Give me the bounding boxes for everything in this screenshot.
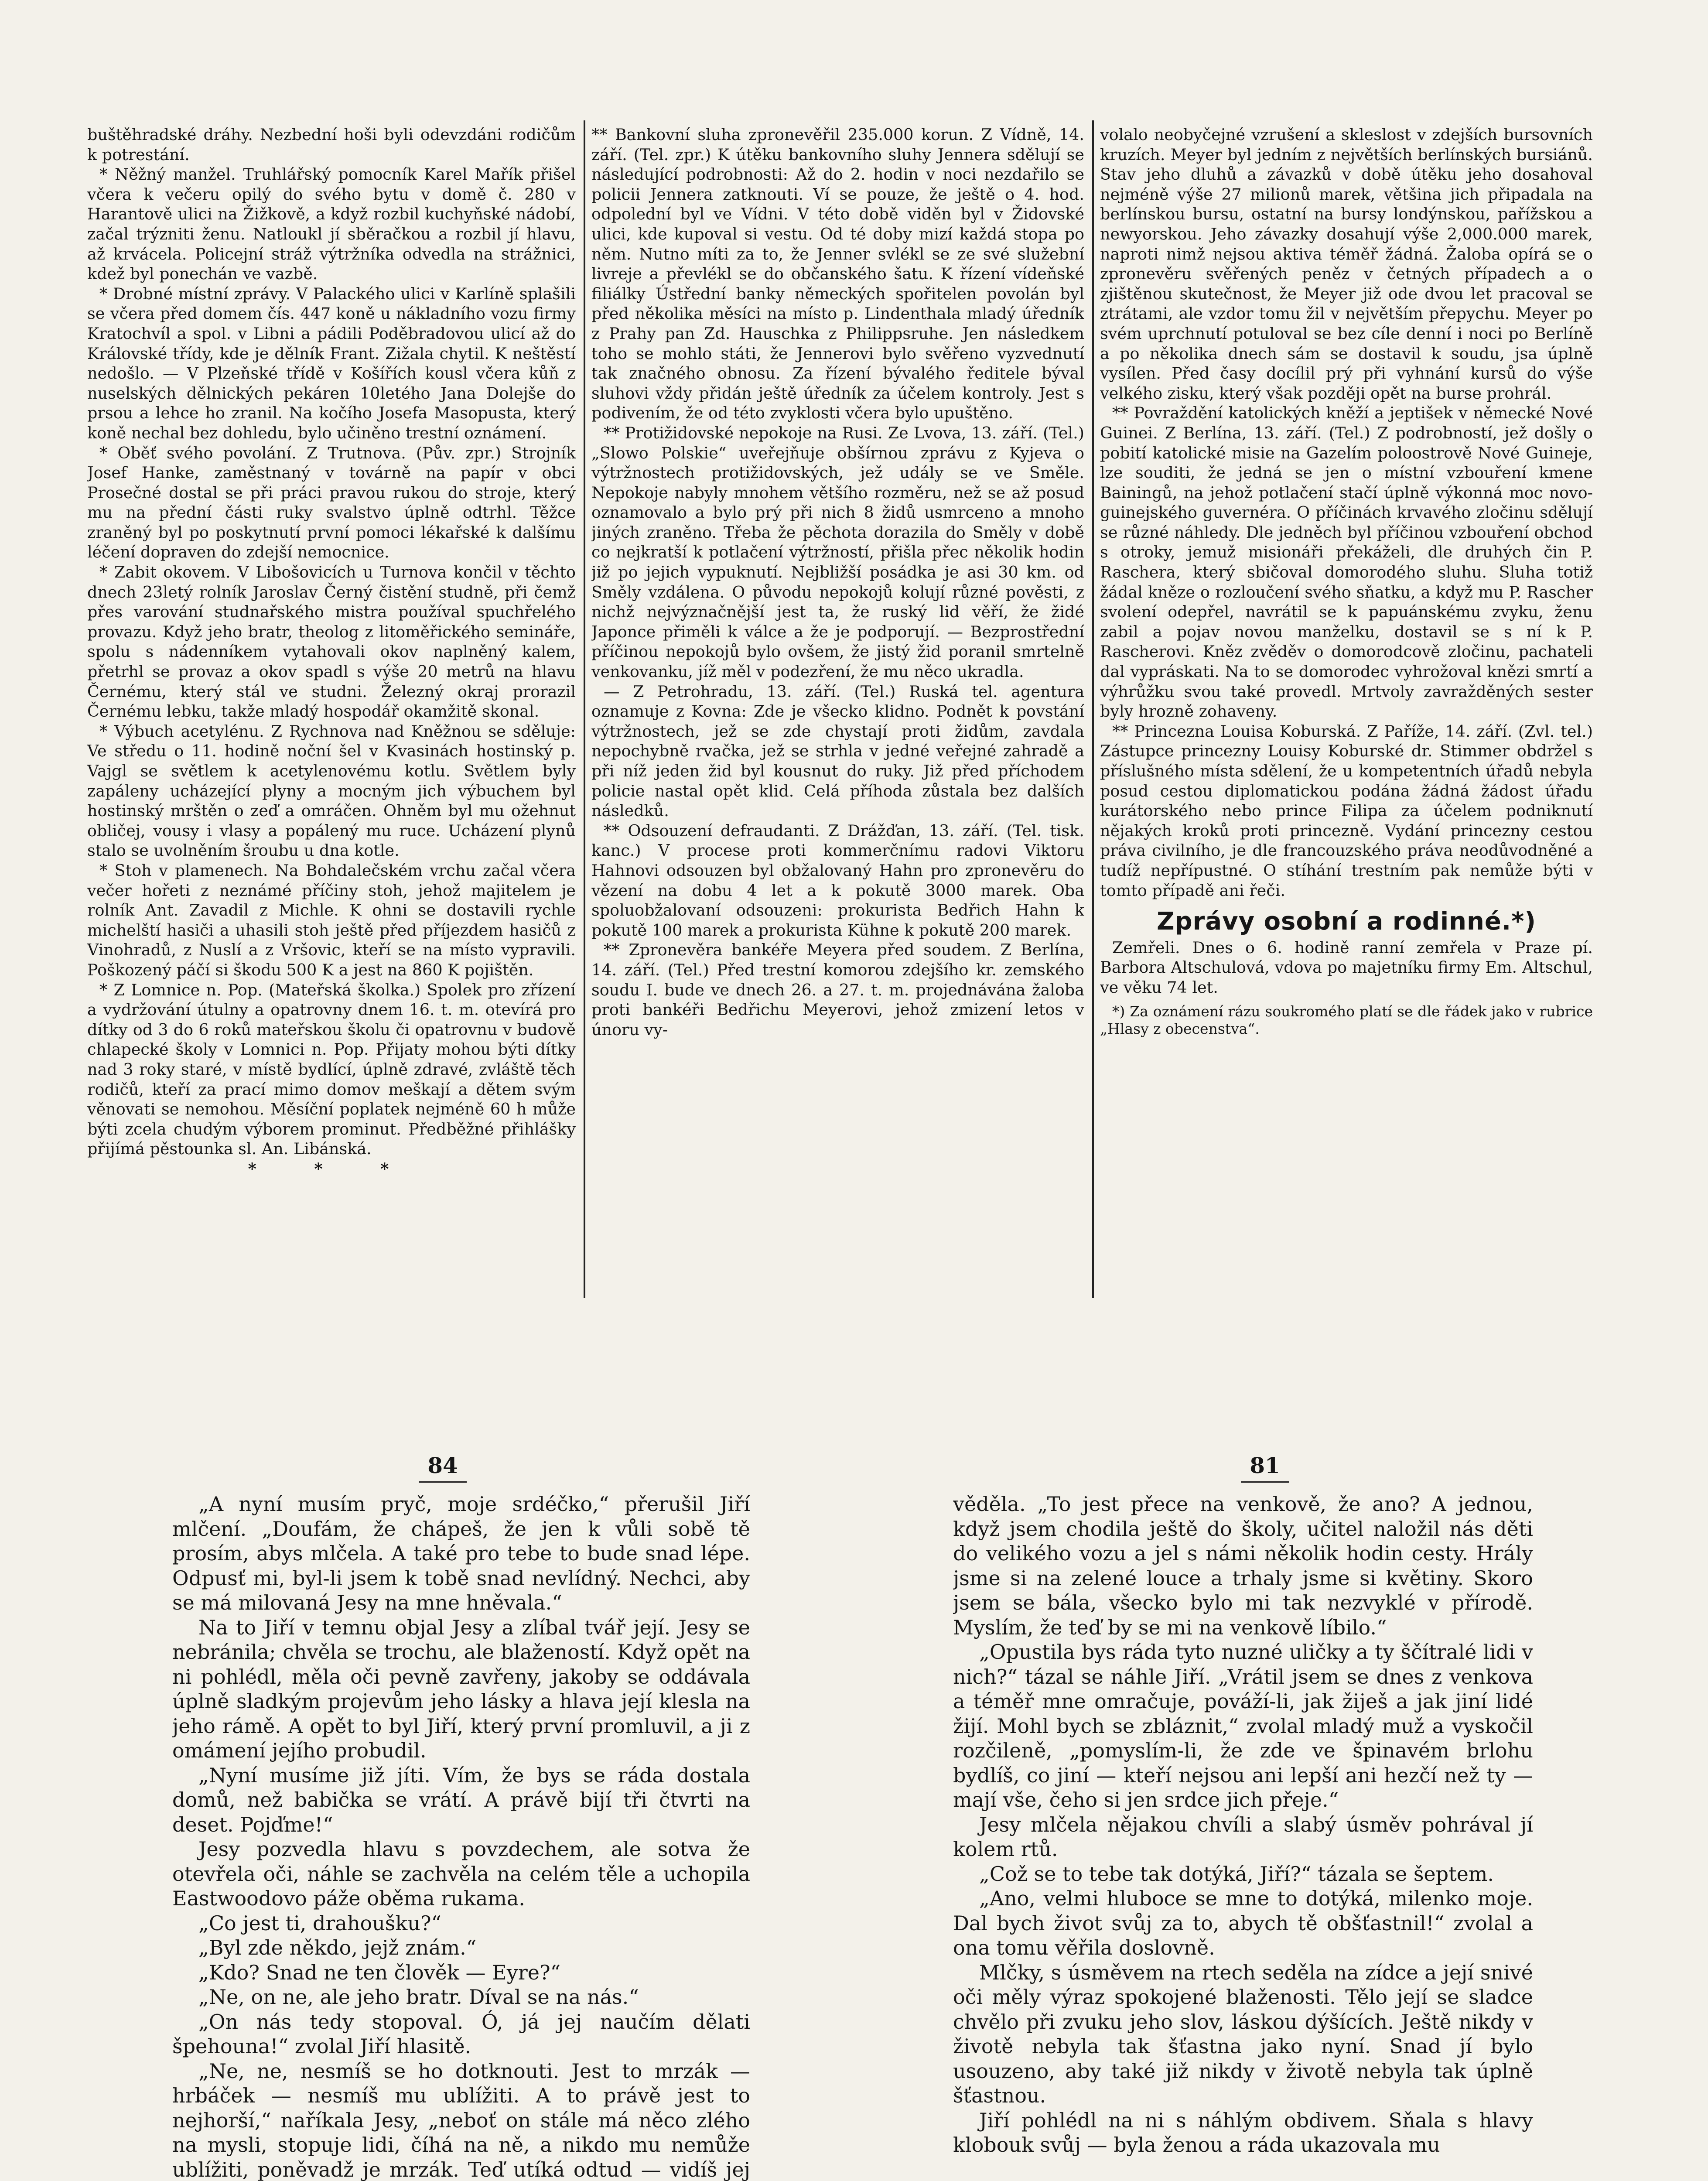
news-item: ** Odsouzení defraudanti. Z Drážďan, 13. září. (Tel. tisk. kanc.) V procese proti kommerčnímu radovi Viktoru Hahnovi odsouzen byl obžalovaný Hahn pro zpronevěru do vězení na dobu 4 let a k pokutě 3000 marek. Oba spoluobžalovaní odsouzeni: prokurista Bedřich Hahn k pokutě 100 marek a prokurista Kühne k pokutě 200 marek.: [591, 821, 1084, 940]
novel-paragraph: „Opustila bys ráda tyto nuzné uličky a ty ščítralé lidi v nich?“ tázal se náhle Jiří. „Vrátil jsem se dnes z venkova a téměř mne omračuje, pováží-li, jak žiješ a jak jiní lidé žijí. Mohl bych se zbláznit,“ zvolal mladý muž a vyskočil rozčileně, „pomyslím-li, že zde ve špinavém brlohu bydlíš, co jiní — kteří nejsou ani lepší ani hezčí než ty — mají vše, čeho si jen srdce jich přeje.“: [953, 1640, 1533, 1812]
news-item: buštěhradské dráhy. Nezbední hoši byli odevzdáni rodičům k potrestání.: [87, 125, 576, 164]
news-item: ** Princezna Louisa Koburská. Z Paříže, 14. září. (Zvl. tel.) Zástupce princezny Louisy Koburské dr. Stimmer obdržel s příslušného místa sdělení, že u kompetentních úřadů nebyla posud cestou diplomatickou podána žádná žádost úřadu kurátorského nebo prince Filipa za účelem podniknutí nějakých kroků proti princezně. Vydání princezny cestou práva civilního, je dle francouzského práva neodůvodněné a tudíž nepřípustné. O stíhání trestním pak nemůže býti v tomto případě ani řeči.: [1100, 721, 1593, 900]
news-item: * Výbuch acetylénu. Z Rychnova nad Kněžnou se sděluje: Ve středu o 11. hodině noční šel v Kvasinách hostinský p. Vajgl se světlem k acetylenovému kotlu. Světlem byly zapáleny ucházející plyny a mocným jich výbuchem byl hostinský mrštěn o zeď a omráčen. Ohněm byl mu ožehnut obličej, vousy i vlasy a popálený mu ruce. Ucházení plynů stalo se uvolněním šroubu u dna kotle.: [87, 721, 576, 860]
news-item: * Z Lomnice n. Pop. (Mateřská školka.) Spolek pro zřízení a vydržování útulny a opatrovny dnem 16. t. m. otevírá pro dítky od 3 do 6 roků mateřskou školu či opatrovnu v budově chlapecké školy v Lomnici n. Pop. Přijaty mohou býti dítky nad 3 roky staré, v místě bydlící, úplně zdravé, zvláště těch rodičů, kteří za prací mimo domov meškají a dětem svým věnovati se nemohou. Měsíční poplatek nejméně 60 h může býti zcela chudým výborem prominut. Předběžné přihlášky přijímá pěstounka sl. An. Libánská.: [87, 980, 576, 1159]
left-page-number: 84: [427, 1453, 458, 1478]
novel-paragraph: „Což se to tebe tak dotýká, Jiří?“ tázala se šeptem.: [979, 1862, 1494, 1886]
novel-paragraph: věděla. „To jest přece na venkově, že ano? A jednou, když jsem chodila ještě do školy, učitel naložil nás děti do velikého vozu a jel s námi několik hodin cesty. Hrály jsme si na zelené louce a trhaly jsme si květiny. Skoro jsem se bála, všecko bylo mi tak nezvyklé v přírodě. Myslím, že teď by se mi na venkově líbilo.“: [953, 1492, 1533, 1639]
news-item: * Zabit okovem. V Libošovicích u Turnova končil v těchto dnech 23letý rolník Jaroslav Černý čistění studně, při čemž přes varování studnařského mistra používal spuchřelého provazu. Když jeho bratr, theolog z litoměřického semináře, spolu s nádenníkem vytahovali okov naplněný kalem, přetrhl se provaz a okov spadl s výše 20 metrů na hlavu Černému, který stál ve studni. Železný okraj prorazil Černému lebku, takže mladý hospodář okamžitě skonal.: [87, 563, 576, 721]
novel-paragraph: Jesy pozvedla hlavu s povzdechem, ale sotva že otevřela oči, náhle se zachvěla na celém těle a uchopila Eastwoodovo páže oběma rukama.: [172, 1837, 750, 1910]
news-column-1: [87, 125, 576, 1276]
novel-paragraph: „Byl zde někdo, jejž znám.“: [198, 1936, 477, 1959]
news-item: ** Bankovní sluha zpronevěřil 235.000 korun. Z Vídně, 14. září. (Tel. zpr.) K útěku bankovního sluhy Jennera sdělují se následující podrobnosti: Až do 2. hodin v noci nezdařilo se policii Jennera zatknouti. Ví se pouze, že ještě o 4. hod. odpolední byl ve Vídni. V této době viděn byl v Židovské ulici, kde kupoval si vestu. Od té doby mizí každá stopa po něm. Nutno míti za to, že Jenner svlékl se ze své služební livreje a převlékl se do občanského šatu. K řízení vídeňské filiálky Ústřední banky německých spořitelen povolán byl před několika měsíci na místo p. Lindenthala mladý úředník z Prahy pan Zd. Hauschka z Philippsruhe. Jen následkem toho se mohlo státi, že Jennerovi bylo svěřeno vyzvednutí tak značného obnosu. Za řízení bývalého ředitele býval sluhovi vždy přidán ještě úředník za účelem kontroly. Jest s podivením, že od této zvyklosti včera bylo upuštěno.: [591, 125, 1084, 423]
novel-paragraph: „Ano, velmi hluboce se mne to dotýká, milenko moje. Dal bych život svůj za to, abych tě obšťastnil!“ zvolal a ona tomu věřila doslovně.: [953, 1887, 1533, 1959]
section-heading: Zprávy osobní a rodinné.*): [1156, 907, 1537, 936]
novel-paragraph: „A nyní musím pryč, moje srdéčko,“ přerušil Jiří mlčení. „Doufám, že chápeš, že jen k vůli sobě tě prosím, abys mlčela. A také pro tebe to bude snad lépe. Odpusť mi, byl-li jsem k tobě snad nevlídný. Nechci, aby se má milovaná Jesy na mne hněvala.“: [172, 1492, 750, 1614]
novel-paragraph: Mlčky, s úsměvem na rtech seděla na zídce a její snivé oči měly výraz spokojené blaženosti. Tělo její se sladce chvělo při zvuku jeho slov, láskou dýšících. Ještě nikdy v životě nebyla tak šťastna jako nyní. Snad jí bylo usouzeno, aby také již nikdy v životě nebyla tak úplně šťastnou.: [953, 1960, 1533, 2107]
novel-paragraph: „On nás tedy stopoval. Ó, já jej naučím dělati špehouna!“ zvolal Jiří hlasitě.: [172, 2010, 750, 2058]
novel-paragraph: „Kdo? Snad ne ten člověk — Eyre?“: [198, 1960, 561, 1984]
column-divider: [584, 120, 585, 1298]
news-item: ** Zpronevěra bankéře Meyera před soudem. Z Berlína, 14. září. (Tel.) Před trestní komorou zdejšího kr. zemského soudu I. bude ve dnech 26. a 27. t. m. projednávána žaloba proti bankéři Bedřichu Meyerovi, jehož zmizení letos v únoru vy-: [591, 940, 1084, 1039]
novel-paragraph: „Nyní musíme již jíti. Vím, že bys se ráda dostala domů, než babička se vrátí. A právě bijí tři čtvrti na deset. Pojďme!“: [172, 1763, 750, 1836]
novel-paragraph: Jiří pohlédl na ni s náhlým obdivem. Sňala s hlavy klobouk svůj — byla ženou a ráda ukazovala mu: [953, 2108, 1533, 2157]
novel-paragraph: „Co jest ti, drahoušku?“: [198, 1911, 442, 1935]
news-item: * Něžný manžel. Truhlářský pomocník Karel Mařík přišel včera k večeru opilý do svého bytu v domě č. 280 v Harantově ulici na Žižkově, a když rozbil kuchyňské nádobí, začal trýzniti ženu. Natloukl jí sběračkou a rozbil jí hlavu, až krvácela. Policejní stráž výtržníka odvedla na strážnici, kdež byl ponechán ve vazbě.: [87, 165, 576, 284]
page-number-rule: [1241, 1481, 1289, 1483]
news-item: ** Povraždění katolických kněží a jeptišek v německé Nové Guinei. Z Berlína, 13. září. (Tel.) Z podrobností, jež došly o pobití katolické misie na Gazelím poloostrově Nové Guineje, lze souditi, že jedná se jen o místní vzbouření kmene Bainingů, na jehož potlačení stačí úplně výkonná moc novo-guinejského guvernéra. O příčinách krvavého zločinu sdělují se různé náhledy. Dle jedněch byl příčinou vzbouření obchod s otroky, jemuž misionáři překáželi, dle druhých čin P. Raschera, který sbičoval domorodého sluhu. Sluha totiž žádal kněze o rozloučení svého sňatku, a když mu P. Rascher svolení odepřel, navrátil se k papuánskému zvyku, ženu zabil a pojav novou manželku, dostavil se s ní k P. Rascherovi. Kněz zvěděv o domorodcově zločinu, pachateli dal vypráskati. Na to se domorodec vyhrožoval knězi smrtí a výhrůžku svou také provedl. Mrtvoly zavražděných sester byly hrozně zohaveny.: [1100, 403, 1593, 721]
news-item: * Drobné místní zprávy. V Palackého ulici v Karlíně splašili se včera před domem čís. 447 koně u nákladního vozu firmy Kratochvíl a spol. v Libni a pádili Poděbradovou ulicí až do Královské třídy, kde je dělník Frant. Zižala chytil. K neštěstí nedošlo. — V Plzeňské třídě v Košířích kousl včera kůň z nuselských dělnických pekáren 10letého Jana Dolejše do prsou a lehce ho zranil. Na kočího Josefa Masopusta, který koně nechal bez dohledu, bylo učiněno trestní oznámení.: [87, 284, 576, 442]
page-number-rule: [419, 1481, 467, 1483]
novel-paragraph: Jesy mlčela nějakou chvíli a slabý úsměv pohrával jí kolem rtů.: [953, 1812, 1533, 1861]
news-item: * Stoh v plamenech. Na Bohdalečském vrchu začal včera večer hořeti z neznámé příčiny stoh, jehož majitelem je rolník Ant. Zavadil z Michle. K ohni se dostavili rychle michelští hasiči a uhasili stoh ještě před příjezdem hasičů z Vinohradů, z Nuslí a z Vršovic, kteří se na místo vypravili. Poškozený páčí si škodu 500 K a jest na 860 K pojištěn.: [87, 861, 576, 979]
news-item: — Z Petrohradu, 13. září. (Tel.) Ruská tel. agentura oznamuje z Kovna: Zde je všecko klidno. Podnět k povstání výtržnostech, jež se zde chystají proti židům, zavdala nepochybně rvačka, jež se strhla v jedné veřejné zahradě a při níž jeden žid byl kousnut do ruky. Již před příchodem policie nastal opět klid. Celá příhoda zůstala bez dalších následků.: [591, 682, 1084, 820]
news-column-3: [1100, 125, 1593, 1276]
novel-paragraph: Na to Jiří v temnu objal Jesy a zlíbal tvář její. Jesy se nebránila; chvěla se trochu, ale blažeností. Když opět na ni pohlédl, měla oči pevně zavřeny, jakoby se oddávala úplně sladkým projevům jeho lásky a hlava její klesla na jeho rámě. A opět to byl Jiří, který první promluvil, a ji z omámení jejího probudil.: [172, 1615, 750, 1762]
death-notice: Zemřeli. Dnes o 6. hodině ranní zemřela v Praze pí. Barbora Altschulová, vdova po majetníku firmy Em. Altschul, ve věku 74 let.: [1100, 938, 1593, 997]
news-item: ** Protižidovské nepokoje na Rusi. Ze Lvova, 13. září. (Tel.) „Slowo Polskie“ uveřejňuje obšírnou zprávu z Kyjeva o výtržnostech protižidovských, jež udály se ve Směle. Nepokoje nabyly mnohem většího rozměru, než se až posud oznamovalo a bylo prý při nich 8 židů usmrceno a mnoho jiných zraněno. Třeba že pěchota dorazila do Směly v době co nejkratší k potlačení výtržností, přišla přec několik hodin již po jejich vypuknutí. Nejbližší posádka je asi 30 km. od Směly vzdálena. O původu nepokojů kolují různé pověsti, z nichž nejvýznačnější jest ta, že ruský lid věří, že židé Japonce přiměli k válce a že je podporují. — Bezprostřední příčinou nepokojů bylo ovšem, že jistý žid poranil smrtelně venkovanku, jíž měl v podezření, že mu něco ukradla.: [591, 423, 1084, 681]
novel-left-page: [172, 1492, 750, 2181]
news-item: * Oběť svého povolání. Z Trutnova. (Pův. zpr.) Strojník Josef Hanke, zaměstnaný v továrně na papír v obci Prosečné dostal se při práci pravou rukou do stroje, který mu na přední části ruky svalstvo úplně odtrhl. Těžce zraněný byl po poskytnutí první pomoci lékařské k dalšímu léčení dopraven do zdejší nemocnice.: [87, 443, 576, 562]
news-column-2: [591, 125, 1084, 1276]
right-page-number: 81: [1250, 1453, 1280, 1478]
footnote: *) Za oznámení rázu soukromého platí se dle řádek jako v rubrice „Hlasy z obecenstva“.: [1100, 1002, 1593, 1037]
section-asterisks: * * *: [248, 1159, 415, 1178]
novel-paragraph: „Ne, ne, nesmíš se ho dotknouti. Jest to mrzák — hrbáček — nesmíš mu ublížiti. A to právě jest to nejhorší,“ naříkala Jesy, „neboť on stále má něco zlého na mysli, stopuje lidi, číhá na ně, a nikdo mu nemůže ublížiti, poněvadž je mrzák. Teď utíká odtud — vidíš jej: [172, 2059, 750, 2181]
column-divider: [1092, 120, 1094, 1298]
novel-right-page: [953, 1492, 1533, 2181]
news-item: volalo neobyčejné vzrušení a skleslost v zdejších bursovních kruzích. Meyer byl jedním z největších berlínských bursiánů. Stav jeho dluhů a závazků v době útěku jeho dosahoval nejméně výše 27 milionů marek, většina jich připadala na berlínskou bursu, ostatní na bursy londýnskou, pařížskou a newyorskou. Jeho závazky dosahují výše 2,000.000 marek, naproti nimž nejsou aktiva téměř žádná. Žaloba opírá se o zpronevěru svěřených peněz v četných případech a o zjištěnou skutečnost, že Meyer již ode dvou let pracoval se ztrátami, ale vzdor tomu žil v největším přepychu. Meyer po svém uprchnutí potuloval se bez cíle denní i noci po Berlíně a po několika dnech sám se dostavil k soudu, jsa úplně vysílen. Před časy docílil prý při vyhnání kursů do výše velkého zisku, který však později opět na burse prohrál.: [1100, 125, 1593, 403]
novel-paragraph: „Ne, on ne, ale jeho bratr. Díval se na nás.“: [198, 1985, 639, 2009]
